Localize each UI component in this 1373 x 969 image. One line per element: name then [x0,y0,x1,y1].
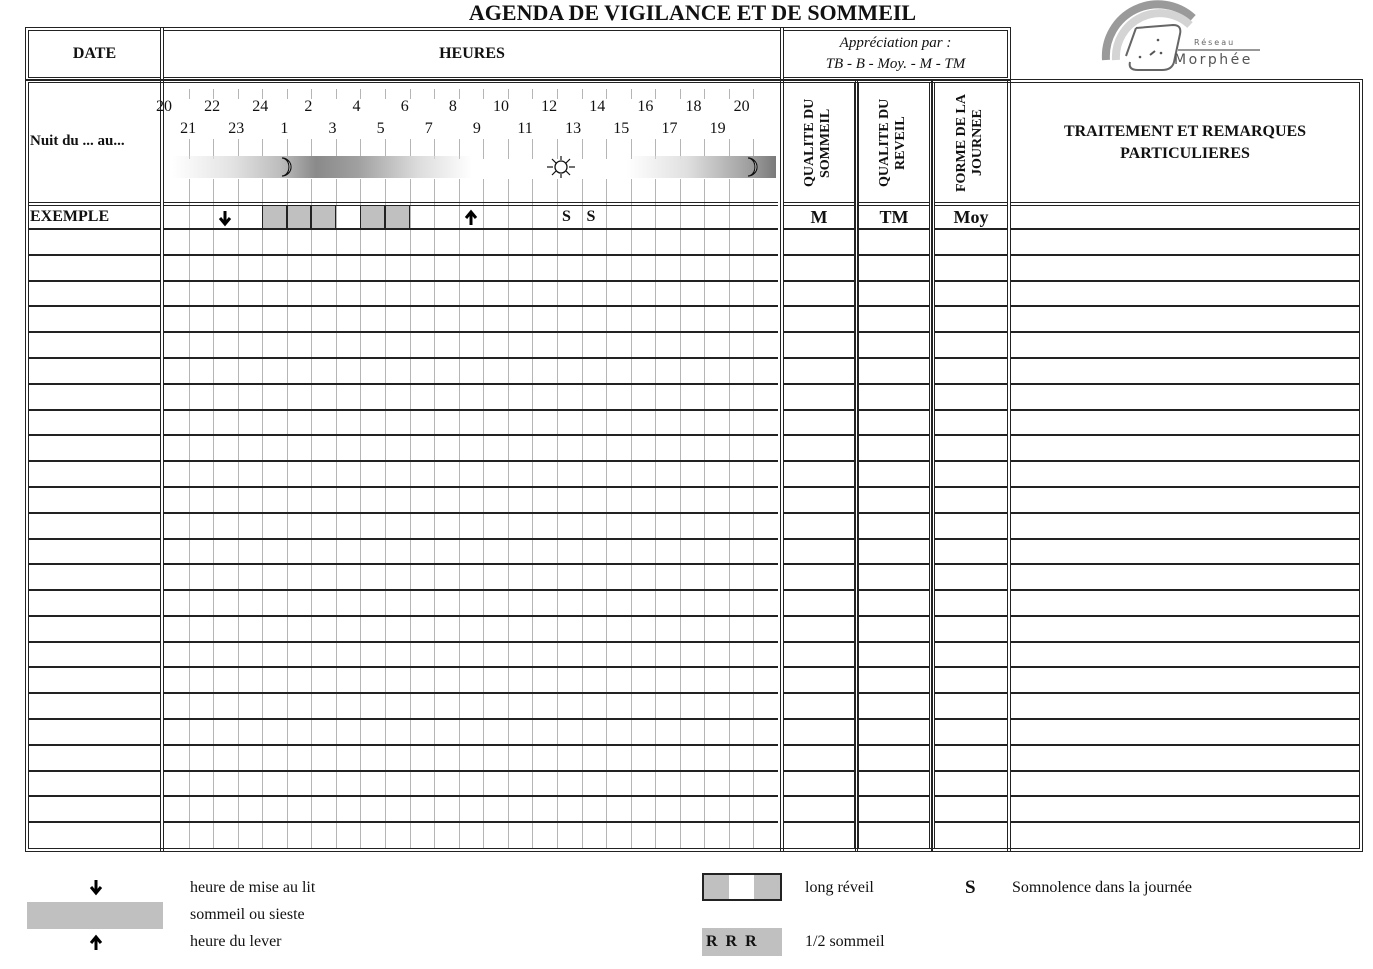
row-line [164,563,778,565]
date-entry-cell[interactable] [30,668,158,691]
row-line [859,770,929,772]
hour-tick [680,89,681,99]
forme-journee-header [935,84,1007,202]
wake-arrow-icon [88,934,104,952]
row-line [164,744,778,746]
hour-label-top: 22 [204,98,221,115]
row-line [859,589,929,591]
hour-tick [360,89,361,99]
legend-wake: heure du lever [190,933,282,950]
row-line [859,383,929,385]
hour-label-top: 8 [448,98,457,115]
row-line [935,538,1007,540]
hour-label-top: 4 [352,98,361,115]
hour-label-bottom: 19 [709,120,726,137]
date-entry-cell[interactable] [30,823,158,846]
row-line [935,770,1007,772]
row-line [935,280,1007,282]
header-separator [935,202,1007,203]
legend-sleep-swatch [27,902,163,929]
hour-tick [189,89,190,99]
hour-tick [532,89,533,99]
row-line [1011,795,1359,797]
row-line [784,563,854,565]
appreciation-header [780,27,1011,81]
appreciation-line1: Appréciation par : [839,35,952,51]
forme-journee-label: FORME DE LA JOURNEE [954,94,985,192]
date-entry-cell[interactable] [30,514,158,537]
traitement-header [1011,84,1359,202]
row-line [859,486,929,488]
row-line [1011,512,1359,514]
hour-label-bottom: 15 [613,120,630,137]
row-line [859,538,929,540]
hour-label-top: 16 [637,98,654,115]
hour-gridline [336,205,337,848]
example-sleep-cell [385,205,410,230]
row-line [1011,460,1359,462]
date-entry-cell[interactable] [30,746,158,769]
row-line [784,460,854,462]
row-line [935,641,1007,643]
row-line [935,486,1007,488]
row-line [1011,718,1359,720]
example-sleep-cell [360,205,385,230]
hour-gridline [385,205,386,848]
row-line [935,744,1007,746]
date-header-label: DATE [72,45,117,62]
row-line [935,331,1007,333]
row-line [784,512,854,514]
page-title: AGENDA DE VIGILANCE ET DE SOMMEIL [468,0,917,25]
row-line [784,383,854,385]
date-entry-cell[interactable] [30,540,158,563]
row-line [1011,383,1359,385]
example-label: EXEMPLE [30,208,110,225]
row-line [164,589,778,591]
row-line [935,305,1007,307]
hour-gridline [508,205,509,848]
row-line [784,357,854,359]
legend-somnolence-symbol: S [965,877,976,898]
row-line [935,821,1007,823]
hour-label-bottom: 1 [280,120,289,137]
row-line [1011,744,1359,746]
row-line [164,409,778,411]
row-line [1011,305,1359,307]
reseau-morphee-logo [1098,0,1263,75]
row-line [164,692,778,694]
row-line [784,280,854,282]
row-line [1011,331,1359,333]
date-entry-cell[interactable] [30,333,158,356]
row-line [859,357,929,359]
row-line [1011,821,1359,823]
hour-label-bottom: 5 [376,120,385,137]
date-entry-cell[interactable] [30,591,158,614]
row-line [935,357,1007,359]
example-qualite-sommeil: M [810,207,828,227]
hour-gridline [238,205,239,848]
row-line [784,254,854,256]
hour-tick [631,89,632,99]
hour-tick [606,89,607,99]
row-line [164,280,778,282]
hour-gridline [213,205,214,848]
row-line [859,692,929,694]
row-line [164,460,778,462]
row-line [1011,563,1359,565]
date-entry-cell[interactable] [30,617,158,640]
example-sleep-cell [262,205,287,230]
sun-icon [545,155,577,179]
day-night-bar [172,156,776,178]
hour-gridline [459,205,460,848]
date-entry-cell[interactable] [30,385,158,408]
row-line [1011,538,1359,540]
row-line [859,821,929,823]
row-line [784,486,854,488]
row-line [784,305,854,307]
hour-tick [483,89,484,99]
row-line [859,460,929,462]
header-separator [784,202,854,203]
heures-header-label: HEURES [439,45,505,62]
hour-label-top: 24 [252,98,269,115]
row-line [784,821,854,823]
row-line [164,795,778,797]
row-line [784,331,854,333]
legend-half-sleep: 1/2 sommeil [805,933,885,950]
legend-somnolence: Somnolence dans la journée [1012,879,1192,896]
hour-label-bottom: 11 [517,120,533,137]
row-line [859,254,929,256]
hour-gridline [410,205,411,848]
hour-gridline [532,205,533,848]
hour-label-bottom: 7 [424,120,433,137]
row-line [935,512,1007,514]
header-separator [29,202,160,203]
row-line [859,718,929,720]
example-forme-journee: Moy [953,207,989,227]
date-entry-cell[interactable] [30,720,158,743]
hour-label-bottom: 21 [180,120,197,137]
hour-label-top: 18 [685,98,702,115]
hour-tick [729,89,730,99]
header-separator [859,202,929,203]
example-qualite-reveil: TM [879,207,909,227]
hour-tick [704,89,705,99]
row-line [935,795,1007,797]
moon-icon [278,156,292,178]
row-line [935,563,1007,565]
hour-label-top: 20 [733,98,750,115]
row-line [935,666,1007,668]
row-line [935,615,1007,617]
hour-gridline [483,205,484,848]
row-line [784,589,854,591]
row-line [784,409,854,411]
example-sleep-cell [311,205,336,230]
row-line [935,718,1007,720]
row-line [935,589,1007,591]
hour-tick [410,89,411,99]
night-label: Nuit du ... au... [30,133,125,149]
row-line [784,666,854,668]
date-entry-cell[interactable] [30,411,158,434]
row-line [935,409,1007,411]
row-line [784,228,854,230]
qualite-sommeil-header [784,84,854,202]
row-line [164,383,778,385]
row-line [164,718,778,720]
row-line [164,770,778,772]
legend-long-wake: long réveil [805,879,874,896]
example-sleep-cell [287,205,312,230]
hour-gridline [704,205,705,848]
row-line [164,305,778,307]
bedtime-arrow-icon [88,878,104,896]
row-line [1011,692,1359,694]
date-entry-cell[interactable] [30,694,158,717]
date-entry-cell[interactable] [30,230,158,253]
date-entry-cell[interactable] [30,462,158,485]
date-entry-cell[interactable] [30,282,158,305]
row-line [784,538,854,540]
hour-label-bottom: 17 [661,120,678,137]
hour-tick [753,89,754,99]
row-line [1011,228,1359,230]
hour-gridline [631,205,632,848]
hour-gridline [262,205,263,848]
example-somnolence-mark: S [586,208,596,225]
date-entry-cell[interactable] [30,307,158,330]
logo-morphee-text: Morphée [1174,52,1253,68]
date-entry-cell[interactable] [30,643,158,666]
date-entry-cell[interactable] [30,359,158,382]
row-line [1011,486,1359,488]
moon-icon [744,156,758,178]
hour-tick [582,89,583,99]
row-line [935,383,1007,385]
row-line [859,434,929,436]
row-line [784,718,854,720]
hour-tick [287,89,288,99]
hour-label-top: 20 [156,98,172,115]
hour-gridline [753,205,754,848]
date-entry-cell[interactable] [30,797,158,820]
row-line [859,744,929,746]
appreciation-line2: TB - B - Moy. - M - TM [825,56,966,72]
row-line [164,254,778,256]
hour-label-bottom: 9 [472,120,481,137]
hour-gridline [680,205,681,848]
row-line [859,795,929,797]
hour-label-top: 6 [400,98,409,115]
row-line [164,486,778,488]
hour-label-top: 12 [541,98,558,115]
hour-gridline [729,205,730,848]
hour-tick [434,89,435,99]
date-entry-cell[interactable] [30,436,158,459]
row-line [859,512,929,514]
hour-label-top: 10 [492,98,509,115]
row-line [164,538,778,540]
hour-tick [238,89,239,99]
row-line [1011,254,1359,256]
row-line [164,434,778,436]
row-line [164,357,778,359]
row-line [859,228,929,230]
qualite-sommeil-label: QUALITE DU SOMMEIL [802,98,833,188]
date-entry-cell[interactable] [30,565,158,588]
row-line [784,434,854,436]
wake-arrow-icon [463,209,479,227]
night-gradient [172,156,472,178]
hour-gridline [655,205,656,848]
hour-gridline [582,205,583,848]
row-line [164,615,778,617]
row-line [1011,770,1359,772]
hour-gridline [360,205,361,848]
hour-label-bottom: 13 [565,120,582,137]
row-line [859,409,929,411]
row-line [1011,357,1359,359]
hour-grid [156,83,778,848]
row-line [935,692,1007,694]
example-somnolence-mark: S [561,208,571,225]
row-line [784,692,854,694]
row-line [164,228,778,230]
logo-reseau-text: Réseau [1194,38,1236,47]
row-line [784,615,854,617]
header-separator [1011,202,1359,203]
date-entry-cell[interactable] [30,772,158,795]
row-line [935,460,1007,462]
row-line [1011,666,1359,668]
hour-tick [336,89,337,99]
row-line [784,770,854,772]
row-line [935,254,1007,256]
row-line [935,228,1007,230]
legend-long-wake-swatch [702,873,782,901]
hour-gridline [557,205,558,848]
row-line [1011,615,1359,617]
hour-label-bottom: 3 [328,120,337,137]
row-line [1011,641,1359,643]
row-line [1011,409,1359,411]
row-line [859,615,929,617]
hour-label-top: 2 [304,98,313,115]
hour-gridline [287,205,288,848]
qualite-reveil-label: QUALITE DU REVEIL [877,98,908,188]
legend-bedtime: heure de mise au lit [190,879,316,896]
row-line [784,795,854,797]
hour-gridline [189,205,190,848]
date-header [25,27,164,81]
row-line [164,641,778,643]
row-line [859,305,929,307]
bedtime-arrow-icon [217,209,233,227]
row-line [784,744,854,746]
row-line [1011,434,1359,436]
header-separator [164,202,778,203]
row-line [859,331,929,333]
row-line [859,666,929,668]
row-line [1011,280,1359,282]
legend-half-sleep-swatch: R R R [702,928,782,956]
row-line [164,331,778,333]
qualite-reveil-header [859,84,929,202]
date-entry-cell[interactable] [30,256,158,279]
row-line [859,563,929,565]
row-line [164,512,778,514]
hour-tick [557,89,558,99]
row-line [164,821,778,823]
row-line [859,280,929,282]
hour-gridline [434,205,435,848]
heures-header [160,27,784,81]
legend-sleep: sommeil ou sieste [190,906,305,923]
hour-tick [459,89,460,99]
hour-tick [385,89,386,99]
date-entry-cell[interactable] [30,488,158,511]
hour-tick [655,89,656,99]
row-line [784,641,854,643]
row-line [1011,589,1359,591]
hour-label-top: 14 [589,98,606,115]
hour-gridline [311,205,312,848]
row-line [935,434,1007,436]
row-line [859,641,929,643]
hour-gridline [606,205,607,848]
hour-label-bottom: 23 [228,120,245,137]
row-line [164,666,778,668]
traitement-label: TRAITEMENT ET REMARQUES PARTICULIERES [1063,123,1307,162]
